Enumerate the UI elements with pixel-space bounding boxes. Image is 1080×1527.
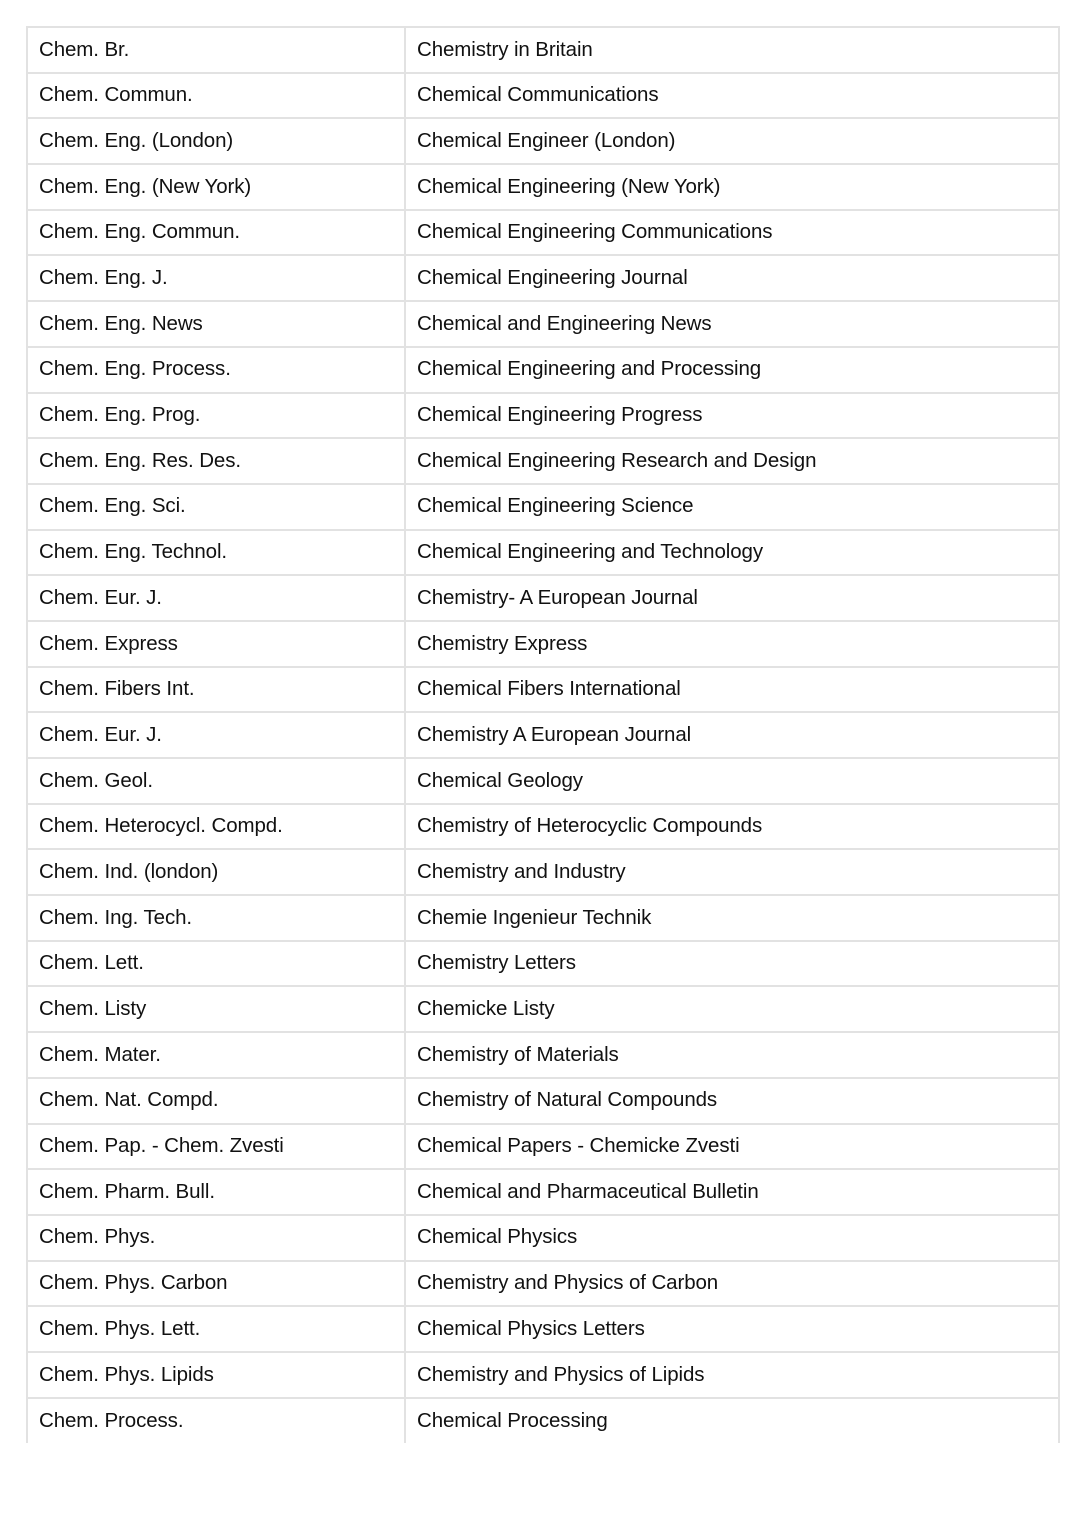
table-row <box>27 849 1059 895</box>
table-row <box>27 301 1059 347</box>
table-row <box>27 438 1059 484</box>
table-row <box>27 758 1059 804</box>
full-title-cell: Chemical Engineering (New York) <box>405 164 1059 210</box>
table-row <box>27 895 1059 941</box>
full-title-cell: Chemistry A European Journal <box>405 712 1059 758</box>
full-title-cell: Chemical Engineering Communications <box>405 210 1059 256</box>
table-row <box>27 347 1059 393</box>
full-title-cell: Chemical Processing <box>405 1398 1059 1444</box>
full-title-cell: Chemical Engineering Journal <box>405 255 1059 301</box>
journal-abbreviation-table <box>26 26 1060 1443</box>
full-title-cell: Chemical Communications <box>405 73 1059 119</box>
abbreviation-cell: Chem. Eng. (New York) <box>27 164 405 210</box>
table-row <box>27 118 1059 164</box>
abbreviation-cell: Chem. Lett. <box>27 941 405 987</box>
table-row <box>27 1078 1059 1124</box>
abbreviation-cell: Chem. Eur. J. <box>27 712 405 758</box>
full-title-cell: Chemical Physics <box>405 1215 1059 1261</box>
full-title-cell: Chemistry of Natural Compounds <box>405 1078 1059 1124</box>
table-row <box>27 1032 1059 1078</box>
abbreviation-cell: Chem. Nat. Compd. <box>27 1078 405 1124</box>
abbreviation-cell: Chem. Eng. Commun. <box>27 210 405 256</box>
full-title-cell: Chemical Papers - Chemicke Zvesti <box>405 1124 1059 1170</box>
full-title-cell: Chemical Engineer (London) <box>405 118 1059 164</box>
table-row <box>27 1261 1059 1307</box>
abbreviation-cell: Chem. Ind. (london) <box>27 849 405 895</box>
full-title-cell: Chemical Physics Letters <box>405 1306 1059 1352</box>
abbreviation-cell: Chem. Express <box>27 621 405 667</box>
full-title-cell: Chemicke Listy <box>405 986 1059 1032</box>
full-title-cell: Chemistry and Physics of Carbon <box>405 1261 1059 1307</box>
abbreviation-cell: Chem. Eng. Process. <box>27 347 405 393</box>
abbreviation-cell: Chem. Eng. Res. Des. <box>27 438 405 484</box>
abbreviation-cell: Chem. Phys. Lipids <box>27 1352 405 1398</box>
full-title-cell: Chemical Engineering Progress <box>405 393 1059 439</box>
full-title-cell: Chemistry Letters <box>405 941 1059 987</box>
full-title-cell: Chemistry and Physics of Lipids <box>405 1352 1059 1398</box>
full-title-cell: Chemistry- A European Journal <box>405 575 1059 621</box>
abbreviation-cell: Chem. Phys. <box>27 1215 405 1261</box>
abbreviation-cell: Chem. Eng. J. <box>27 255 405 301</box>
full-title-cell: Chemie Ingenieur Technik <box>405 895 1059 941</box>
table-row <box>27 210 1059 256</box>
table-row <box>27 393 1059 439</box>
full-title-cell: Chemistry Express <box>405 621 1059 667</box>
table-row <box>27 667 1059 713</box>
table-row <box>27 941 1059 987</box>
table-row <box>27 255 1059 301</box>
table-row <box>27 804 1059 850</box>
table-row <box>27 73 1059 119</box>
abbreviation-cell: Chem. Eng. News <box>27 301 405 347</box>
full-title-cell: Chemistry in Britain <box>405 27 1059 73</box>
abbreviation-cell: Chem. Ing. Tech. <box>27 895 405 941</box>
table-row <box>27 1306 1059 1352</box>
abbreviation-cell: Chem. Pap. - Chem. Zvesti <box>27 1124 405 1170</box>
table-row <box>27 27 1059 73</box>
table-row <box>27 986 1059 1032</box>
abbreviation-cell: Chem. Br. <box>27 27 405 73</box>
abbreviation-cell: Chem. Eng. Technol. <box>27 530 405 576</box>
table-row <box>27 1169 1059 1215</box>
full-title-cell: Chemical Engineering and Processing <box>405 347 1059 393</box>
table-row <box>27 575 1059 621</box>
abbreviation-cell: Chem. Process. <box>27 1398 405 1444</box>
abbreviation-cell: Chem. Eng. (London) <box>27 118 405 164</box>
abbreviation-cell: Chem. Pharm. Bull. <box>27 1169 405 1215</box>
table-row <box>27 484 1059 530</box>
abbreviation-cell: Chem. Geol. <box>27 758 405 804</box>
full-title-cell: Chemical Geology <box>405 758 1059 804</box>
abbreviation-cell: Chem. Fibers Int. <box>27 667 405 713</box>
full-title-cell: Chemical and Engineering News <box>405 301 1059 347</box>
table-row <box>27 164 1059 210</box>
abbreviation-cell: Chem. Commun. <box>27 73 405 119</box>
journal-abbreviation-table-container <box>26 26 1058 1443</box>
table-row <box>27 1398 1059 1444</box>
table-row <box>27 621 1059 667</box>
abbreviation-cell: Chem. Heterocycl. Compd. <box>27 804 405 850</box>
full-title-cell: Chemical Engineering Research and Design <box>405 438 1059 484</box>
abbreviation-cell: Chem. Eng. Prog. <box>27 393 405 439</box>
table-row <box>27 530 1059 576</box>
full-title-cell: Chemical and Pharmaceutical Bulletin <box>405 1169 1059 1215</box>
abbreviation-cell: Chem. Phys. Lett. <box>27 1306 405 1352</box>
full-title-cell: Chemistry of Heterocyclic Compounds <box>405 804 1059 850</box>
full-title-cell: Chemical Engineering and Technology <box>405 530 1059 576</box>
abbreviation-cell: Chem. Eur. J. <box>27 575 405 621</box>
abbreviation-cell: Chem. Listy <box>27 986 405 1032</box>
table-row <box>27 1215 1059 1261</box>
full-title-cell: Chemistry and Industry <box>405 849 1059 895</box>
abbreviation-cell: Chem. Phys. Carbon <box>27 1261 405 1307</box>
table-body <box>27 27 1059 1443</box>
full-title-cell: Chemistry of Materials <box>405 1032 1059 1078</box>
table-row <box>27 712 1059 758</box>
full-title-cell: Chemical Engineering Science <box>405 484 1059 530</box>
abbreviation-cell: Chem. Mater. <box>27 1032 405 1078</box>
table-row <box>27 1124 1059 1170</box>
full-title-cell: Chemical Fibers International <box>405 667 1059 713</box>
table-row <box>27 1352 1059 1398</box>
abbreviation-cell: Chem. Eng. Sci. <box>27 484 405 530</box>
